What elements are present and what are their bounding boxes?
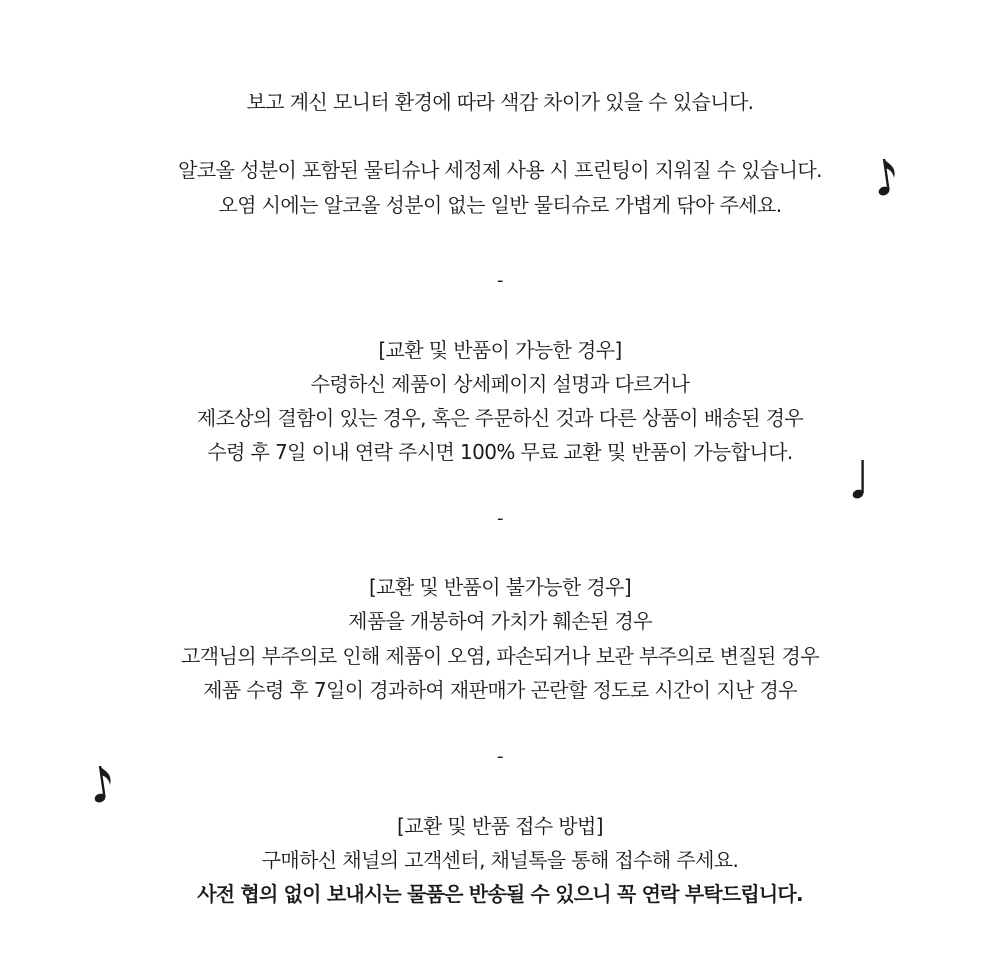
quarter-note-icon: [849, 458, 873, 502]
return-method-heading: [교환 및 반품 접수 방법]: [397, 814, 603, 838]
return-possible-line: 수령 후 7일 이내 연락 주시면 100% 무료 교환 및 반품이 가능합니다.: [207, 440, 793, 464]
return-method-warning: 사전 협의 없이 보내시는 물품은 반송될 수 있으니 꼭 연락 부탁드립니다.: [197, 882, 803, 906]
section-divider: -: [497, 746, 503, 767]
section-divider: -: [497, 270, 503, 291]
section-divider: -: [497, 508, 503, 529]
return-method-line: 구매하신 채널의 고객센터, 채널톡을 통해 접수해 주세요.: [261, 848, 739, 872]
return-impossible-line: 제품 수령 후 7일이 경과하여 재판매가 곤란할 정도로 시간이 지난 경우: [203, 678, 797, 702]
return-impossible-line: 제품을 개봉하여 가치가 훼손된 경우: [348, 609, 652, 633]
return-impossible-line: 고객님의 부주의로 인해 제품이 오염, 파손되거나 보관 부주의로 변질된 경우: [181, 644, 819, 668]
care-notice-text-2: 오염 시에는 알코올 성분이 없는 일반 물티슈로 가볍게 닦아 주세요.: [218, 193, 782, 217]
eighth-note-icon: [88, 763, 118, 807]
return-possible-heading: [교환 및 반품이 가능한 경우]: [378, 338, 622, 362]
return-impossible-heading: [교환 및 반품이 불가능한 경우]: [368, 575, 632, 599]
color-notice-text: 보고 계신 모니터 환경에 따라 색감 차이가 있을 수 있습니다.: [246, 90, 754, 114]
care-notice-text-1: 알코올 성분이 포함된 물티슈나 세정제 사용 시 프린팅이 지워질 수 있습니다.: [178, 158, 822, 182]
eighth-note-icon: [872, 156, 902, 200]
return-possible-line: 수령하신 제품이 상세페이지 설명과 다르거나: [310, 372, 690, 396]
return-possible-line: 제조상의 결함이 있는 경우, 혹은 주문하신 것과 다른 상품이 배송된 경우: [196, 406, 804, 430]
